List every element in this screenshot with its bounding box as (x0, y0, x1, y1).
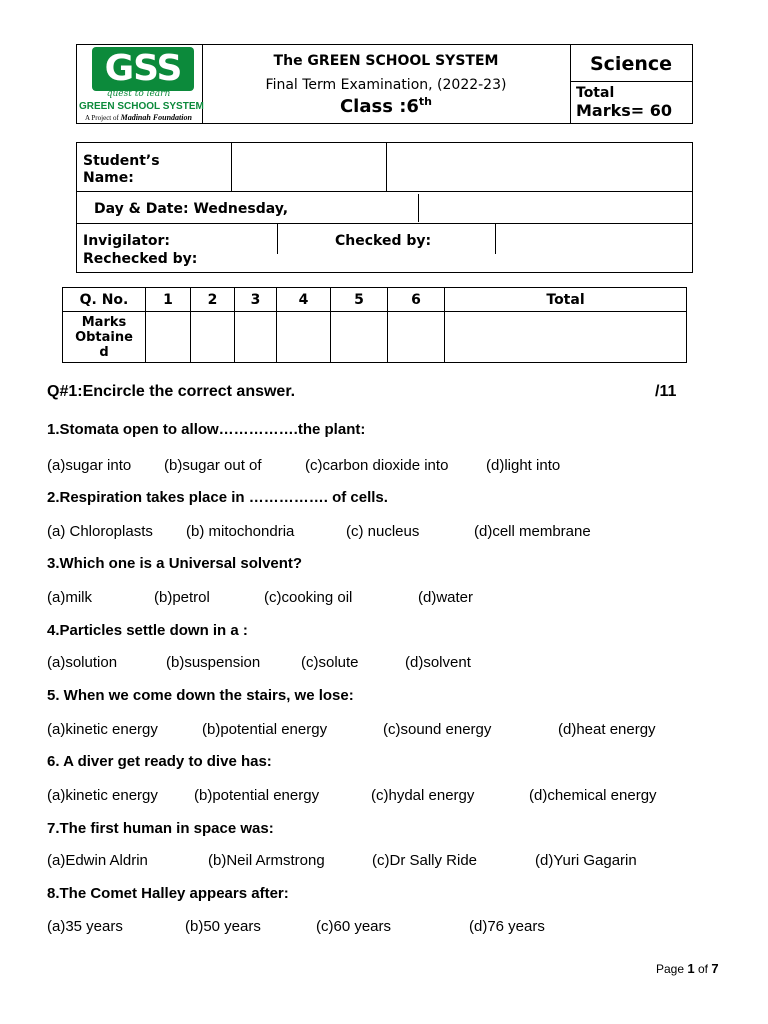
day-date-label: Day & Date: Wednesday, (94, 201, 289, 217)
marks-table-header (63, 288, 687, 312)
question-6: 6. A diver get ready to dive has: (47, 753, 272, 770)
question-4: 4.Particles settle down in a : (47, 622, 248, 639)
student-name-label-line2: Name: (83, 170, 134, 186)
exam-header (76, 44, 693, 124)
student-name-label (83, 153, 160, 187)
question-2: 2.Respiration takes place in ……………. of cells. (47, 489, 388, 506)
page-total: 7 (711, 961, 719, 976)
option: (d)solvent (405, 654, 471, 671)
section-marks: /11 (655, 383, 677, 400)
logo-project-label: A Project of (85, 114, 119, 122)
divider (277, 224, 278, 254)
marks-cell (191, 312, 235, 363)
logo-tagline: quest to learn (106, 89, 171, 99)
marks-cell (235, 312, 277, 363)
rechecked-by-label: Rechecked by: (83, 251, 198, 267)
option: (a)milk (47, 589, 92, 606)
option: (c)Dr Sally Ride (372, 852, 478, 869)
question-8: 8.The Comet Halley appears after: (47, 885, 289, 902)
option: (c)sound energy (383, 721, 492, 738)
marks-obtained-label (63, 312, 146, 363)
invigilator-label: Invigilator: (83, 233, 170, 249)
checked-by-label: Checked by: (335, 233, 432, 249)
marks-cell (277, 312, 331, 363)
question-3: 3.Which one is a Universal solvent? (47, 555, 303, 572)
col-header: 4 (277, 288, 331, 312)
divider (495, 224, 496, 254)
option: (b)potential energy (194, 787, 320, 804)
logo-letters: GSS (92, 47, 194, 91)
question-7: 7.The first human in space was: (47, 820, 274, 837)
option: (d)cell membrane (474, 523, 591, 540)
option: (d)water (418, 589, 474, 606)
section-title: Q#1:Encircle the correct answer. (47, 383, 296, 400)
option: (c)cooking oil (264, 589, 353, 606)
subject-cell (570, 45, 692, 123)
option: (b)Neil Armstrong (208, 852, 325, 869)
page-of-label: of (697, 962, 708, 976)
option: (a)Edwin Aldrin (47, 852, 148, 869)
class-label (202, 95, 570, 117)
option: (d)heat energy (558, 721, 656, 738)
option: (c)60 years (316, 918, 392, 935)
option: (b)suspension (166, 654, 261, 671)
option: (b)50 years (185, 918, 261, 935)
question-5: 5. When we come down the stairs, we lose: (47, 687, 354, 704)
marks-obtained-line2: Obtaine (75, 329, 133, 345)
total-header: Total (445, 288, 687, 312)
marks-total-cell (445, 312, 687, 363)
option: (c)solute (301, 654, 359, 671)
total-label: Total (576, 85, 615, 101)
col-header: 3 (235, 288, 277, 312)
option: (a)kinetic energy (47, 787, 158, 804)
logo-foundation: Madinah Foundation (120, 113, 192, 122)
marks-obtained-line1: Marks (81, 314, 127, 330)
logo-school-name: GREEN SCHOOL SYSTEM (79, 101, 204, 112)
option: (b)petrol (154, 589, 210, 606)
marks-obtained-line3: d (99, 344, 109, 360)
school-name: The GREEN SCHOOL SYSTEM (273, 53, 499, 69)
class-superscript: th (418, 95, 433, 108)
exam-title: Final Term Examination, (2022-23) (265, 77, 507, 93)
option: (b)potential energy (202, 721, 328, 738)
page-number (656, 961, 719, 976)
option: (a)35 years (47, 918, 123, 935)
option: (b) mitochondria (186, 523, 295, 540)
student-name-label-line1: Student’s (83, 153, 160, 169)
option: (a)solution (47, 654, 118, 671)
invigilator-row (77, 224, 692, 272)
logo-project-line (85, 113, 205, 122)
option: (d)chemical energy (529, 787, 657, 804)
col-header: 5 (331, 288, 388, 312)
marks-table (62, 287, 687, 363)
divider (418, 194, 419, 222)
total-marks (576, 85, 672, 119)
option: (c)carbon dioxide into (305, 457, 449, 474)
col-header: 1 (146, 288, 191, 312)
question-1: 1.Stomata open to allow…………….the plant: (47, 421, 366, 438)
marks-cell (331, 312, 388, 363)
school-logo (80, 47, 197, 103)
option: (a)sugar into (47, 457, 132, 474)
option: (c) nucleus (346, 523, 420, 540)
divider (231, 143, 232, 191)
divider (386, 143, 387, 191)
page-current: 1 (687, 961, 695, 976)
option: (d)Yuri Gagarin (535, 852, 637, 869)
total-marks-value: Marks= 60 (576, 101, 673, 120)
option: (c)hydal energy (371, 787, 475, 804)
header-title-cell (202, 45, 571, 123)
option: (b)sugar out of (164, 457, 262, 474)
logo-cell (77, 45, 203, 123)
option: (d)light into (486, 457, 561, 474)
marks-cell (388, 312, 445, 363)
class-text: Class :6 (339, 96, 419, 117)
student-info-box (76, 142, 693, 273)
col-header: 6 (388, 288, 445, 312)
option: (a) Chloroplasts (47, 523, 153, 540)
marks-cell (146, 312, 191, 363)
q-no-header: Q. No. (63, 288, 146, 312)
marks-obtained-row (63, 312, 687, 363)
student-name-row (77, 143, 692, 192)
subject-name: Science (570, 45, 692, 82)
day-date-row (77, 192, 692, 224)
col-header: 2 (191, 288, 235, 312)
page-label: Page (656, 962, 685, 976)
option: (a)kinetic energy (47, 721, 158, 738)
option: (d)76 years (469, 918, 545, 935)
